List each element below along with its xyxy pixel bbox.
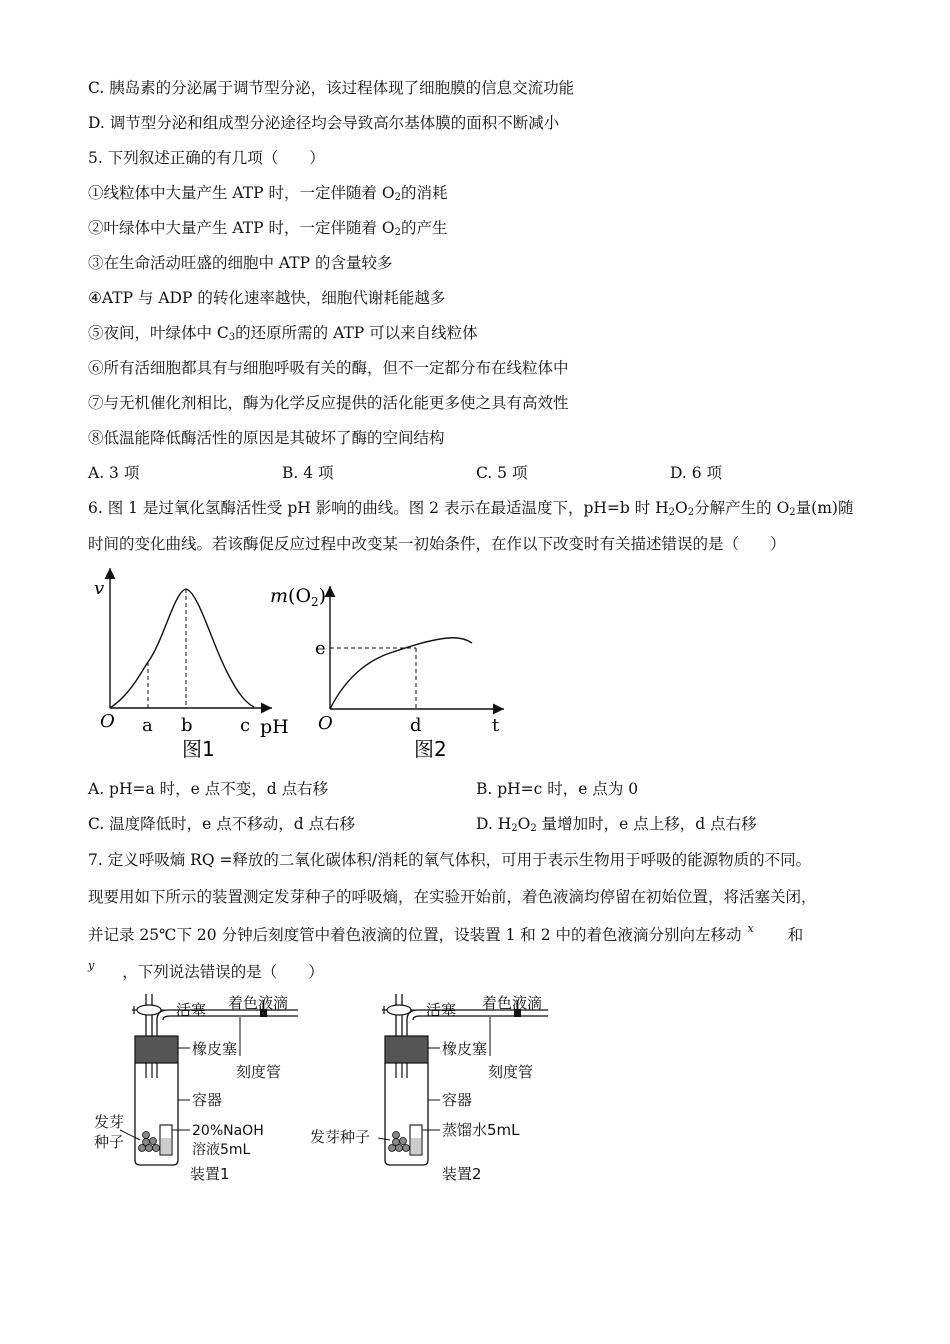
q5-option-a: A. 3 项 [88, 464, 140, 482]
statement-5: ⑤夜间，叶绿体中 $C_3$的还原所需的 ATP 可以来自线粒体 [88, 324, 478, 343]
question-6-stem-line2: 时间的变化曲线。若该酶促反应过程中改变某一初始条件，在作以下改变时有关描述错误的是（ ） [88, 535, 786, 553]
fig2-tick-d: d [410, 715, 422, 736]
valve-icon [137, 1005, 161, 1015]
fig1-v-label: v [94, 578, 105, 599]
apparatus-2 [310, 990, 555, 1190]
label-seeds-2: 发芽种子 [310, 1128, 371, 1146]
fig2-tick-e: e [315, 638, 326, 659]
caption-apparatus-2: 装置2 [442, 1165, 482, 1183]
q5-option-d: D. 6 项 [670, 464, 723, 482]
fig1-tick-a: a [142, 715, 153, 736]
label-tube-1: 刻度管 [236, 1063, 282, 1081]
valve-icon [387, 1005, 411, 1015]
q6-option-c: C. 温度降低时，e 点不移动，d 点右移 [88, 815, 356, 833]
q5-option-b: B. 4 项 [282, 464, 334, 482]
question-7-stem-line2: 现要用如下所示的装置测定发芽种子的呼吸熵，在实验开始前，着色液滴均停留在初始位置，将活塞关闭， [88, 888, 817, 906]
caption-apparatus-1: 装置1 [190, 1165, 230, 1183]
seeds-icon [139, 1132, 160, 1152]
fig1-curve [110, 589, 254, 708]
q6-option-a: A. pH=a 时，e 点不变，d 点右移 [88, 780, 329, 798]
question-7-stem-line1: 7. 定义呼吸熵 RQ =释放的二氧化碳体积/消耗的氧气体积，可用于表示生物用于呼吸的能源物质的不同。 [88, 851, 812, 869]
seeds-icon [389, 1132, 410, 1152]
label-stopper-2: 橡皮塞 [442, 1040, 488, 1058]
statement-6: ⑥所有活细胞都具有与细胞呼吸有关的酶，但不一定都分布在线粒体中 [88, 359, 569, 377]
statement-1: ①线粒体中大量产生 ATP 时，一定伴随着 $O_2$的消耗 [88, 184, 448, 203]
question-5-stem: 5. 下列叙述正确的有几项（ ） [88, 149, 325, 167]
option-d-previous: D. 调节型分泌和组成型分泌途径均会导致高尔基体膜的面积不断减小 [88, 114, 560, 132]
statement-3: ③在生命活动旺盛的细胞中 ATP 的含量较多 [88, 254, 393, 272]
statement-2: ②叶绿体中大量产生 ATP 时，一定伴随着 $O_2$的产生 [88, 219, 448, 238]
statement-8: ⑧低温能降低酶活性的原因是其破坏了酶的空间结构 [88, 429, 445, 447]
fig2-tick-t: t [492, 715, 500, 736]
fig1-caption: 图1 [182, 737, 215, 761]
label-valve-2: 活塞 [426, 1001, 457, 1019]
label-solution-1b: 溶液5mL [192, 1142, 251, 1158]
label-drop-2: 着色液滴 [482, 994, 543, 1012]
label-valve-1: 活塞 [176, 1001, 207, 1019]
figure-2 [268, 578, 518, 768]
question-7-stem-line3: 并记录 25℃下 20 分钟后刻度管中着色液滴的位置，设装置 1 和 2 中的着色液滴分别向左移动 $^x$ 和 [88, 922, 804, 944]
rubber-stopper [135, 1036, 178, 1063]
label-seeds-1b: 种子 [94, 1133, 125, 1151]
q6-option-b: B. pH=c 时，e 点为 0 [476, 780, 639, 798]
label-stopper-1: 橡皮塞 [192, 1040, 238, 1058]
label-drop-1: 着色液滴 [228, 994, 289, 1012]
question-6-stem-line1: 6. 图 1 是过氧化氢酶活性受 pH 影响的曲线。图 2 表示在最适温度下，pH=b 时 $H_2O_2$分解产生的 $O_2$量(m)随 [88, 499, 854, 518]
statement-4: ④ATP 与 ADP 的转化速率越快，细胞代谢耗能越多 [88, 289, 446, 307]
label-solution-2: 蒸馏水5mL [442, 1121, 520, 1139]
label-container-1: 容器 [192, 1091, 223, 1109]
fig1-origin: O [100, 711, 115, 732]
statement-7: ⑦与无机催化剂相比，酶为化学反应提供的活化能更多使之具有高效性 [88, 394, 569, 412]
fig1-tick-c: c [240, 715, 251, 736]
fig2-caption: 图2 [414, 737, 447, 761]
q5-option-c: C. 5 项 [476, 464, 528, 482]
fig2-origin: O [318, 713, 333, 734]
q6-option-d: D. $H_2O_2$ 量增加时，e 点上移，d 点右移 [476, 815, 757, 834]
fig1-tick-b: b [181, 715, 193, 736]
label-solution-1a: 20%NaOH [192, 1123, 264, 1139]
label-container-2: 容器 [442, 1091, 473, 1109]
option-c-previous: C. 胰岛素的分泌属于调节型分泌，该过程体现了细胞膜的信息交流功能 [88, 79, 575, 97]
apparatus-1 [90, 990, 315, 1190]
question-7-stem-line4: $^y$ ，下列说法错误的是（ ） [88, 959, 324, 981]
label-seeds-1a: 发芽 [94, 1113, 125, 1131]
label-tube-2: 刻度管 [488, 1063, 534, 1081]
fig2-y-label: $m(O_2)$ [270, 585, 327, 609]
rubber-stopper [385, 1036, 428, 1063]
fig1-ph-label: pH [260, 716, 289, 738]
